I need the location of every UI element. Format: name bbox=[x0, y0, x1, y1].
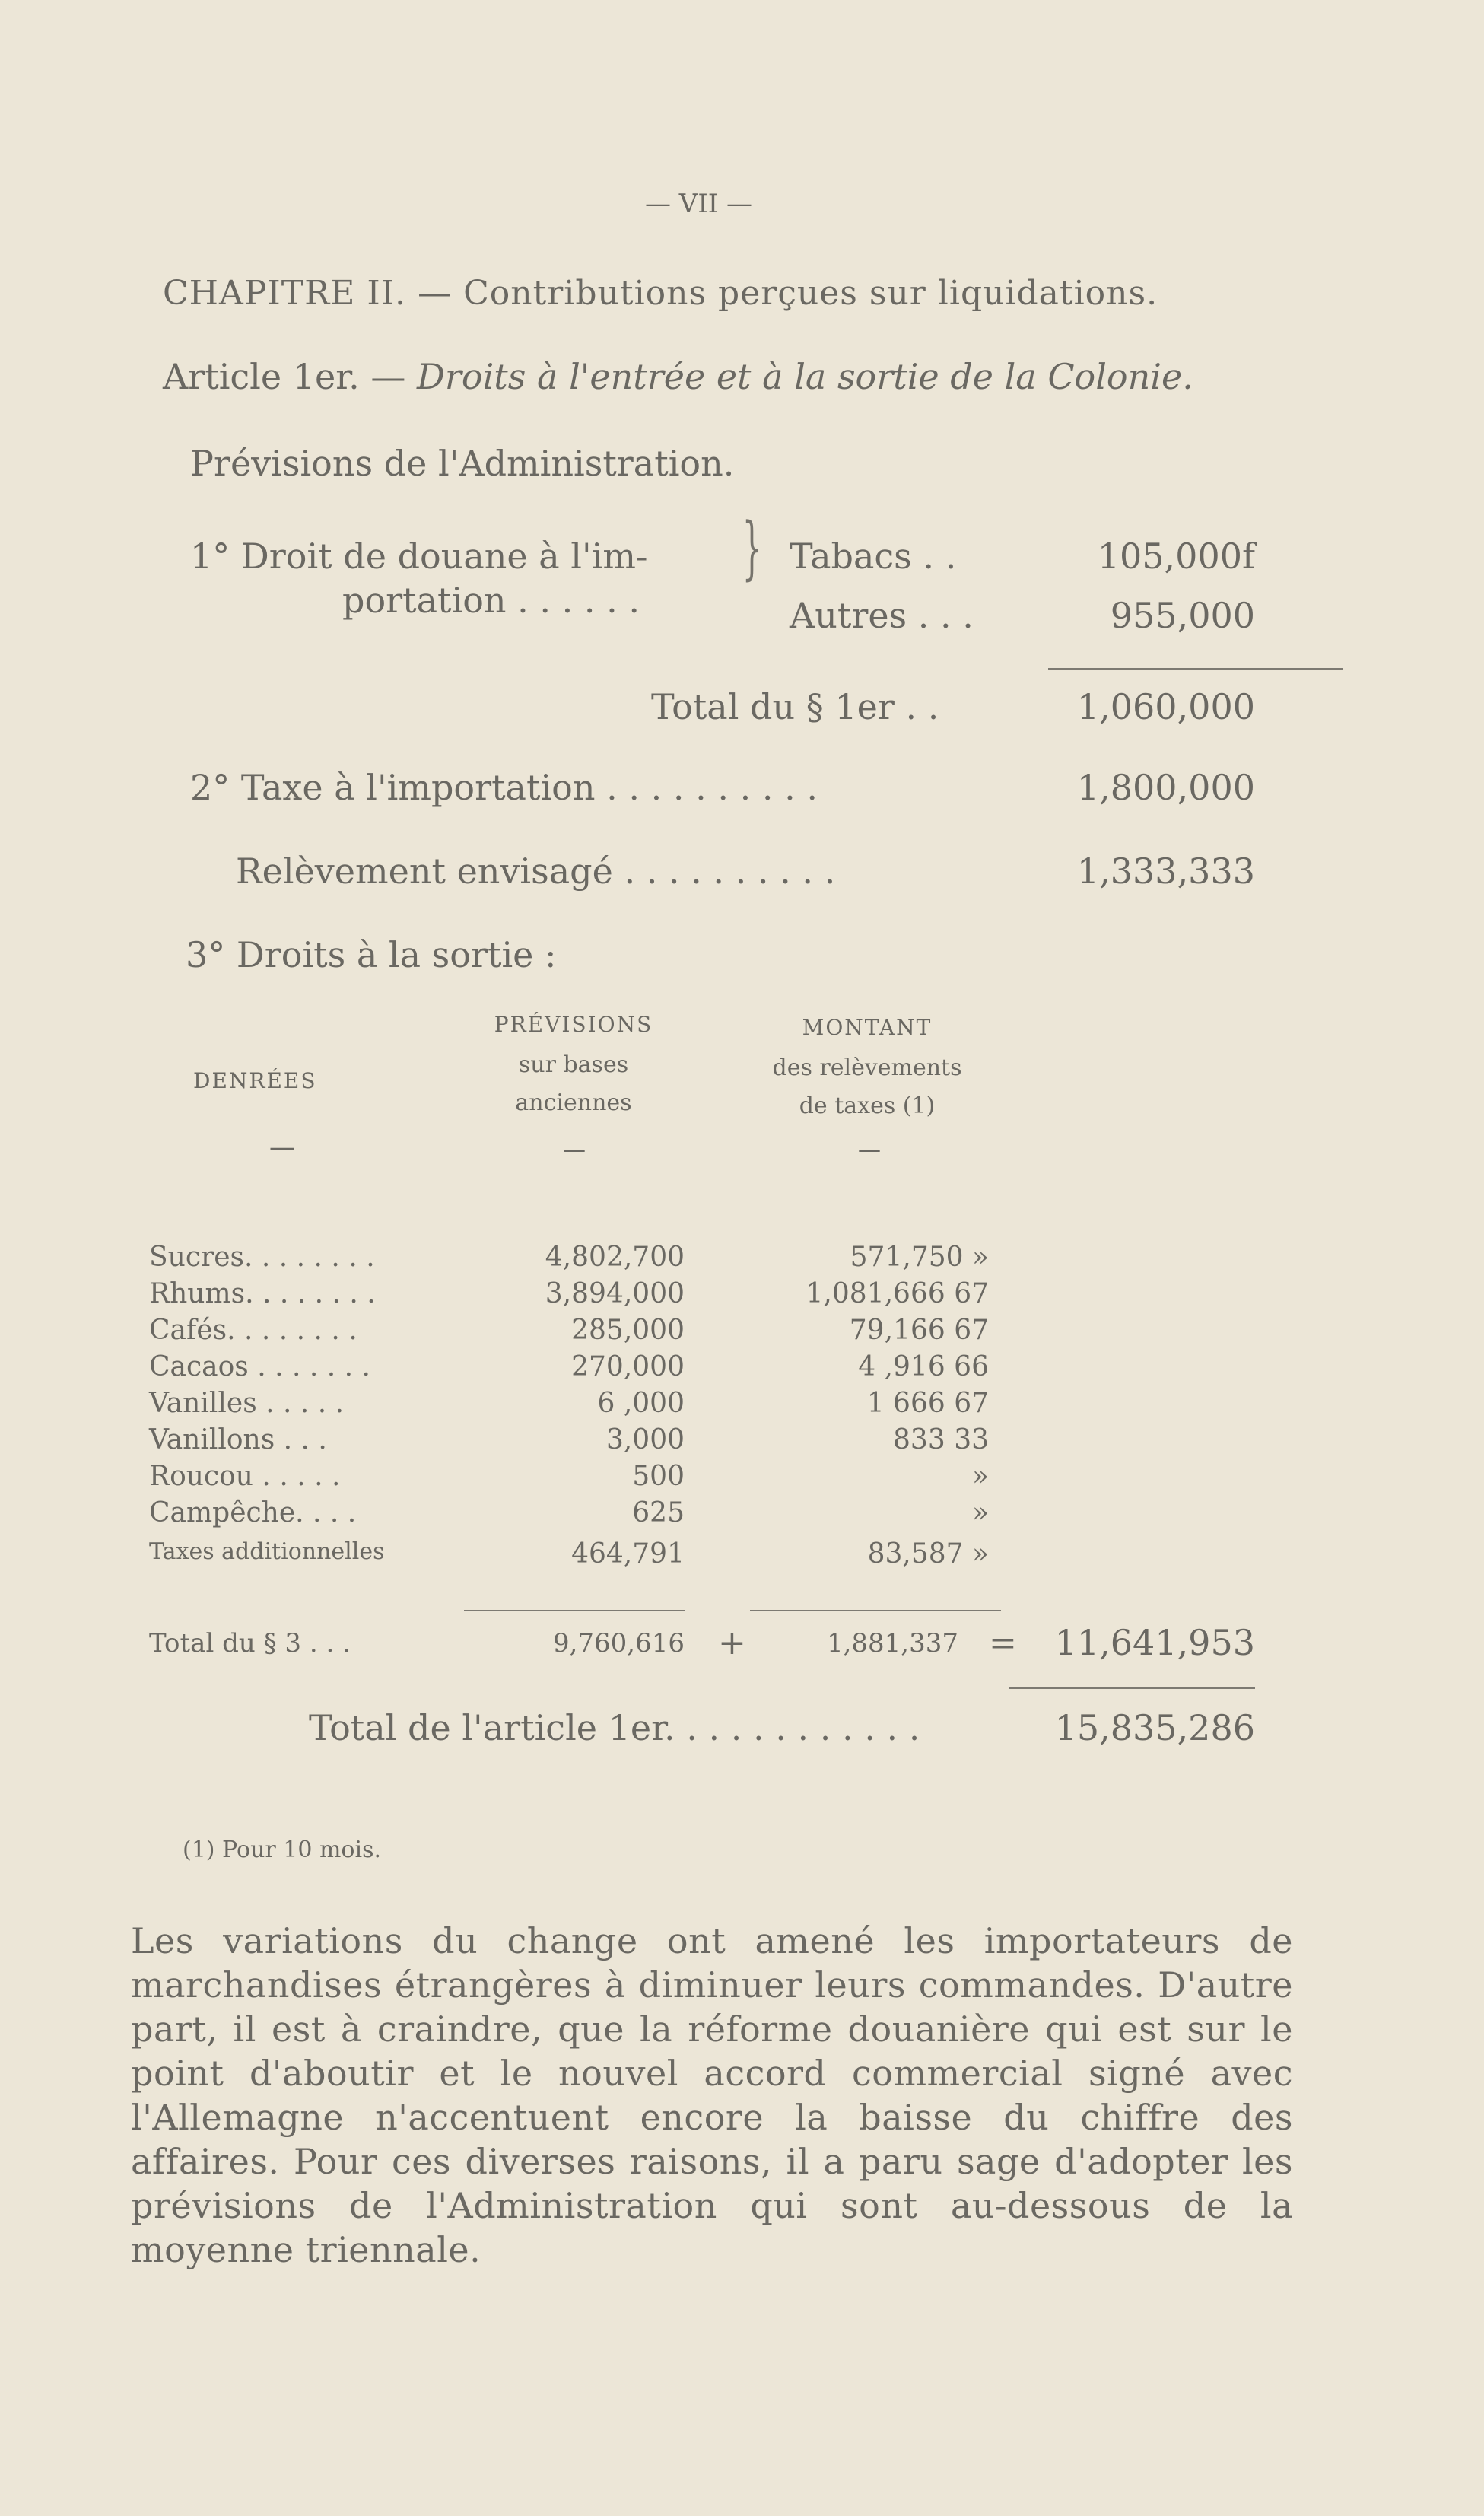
relevement-label: Relèvement envisagé . . . . . . . . . . bbox=[236, 851, 836, 892]
footnote: (1) Pour 10 mois. bbox=[183, 1837, 382, 1863]
plus-sign: + bbox=[718, 1624, 746, 1662]
col-previsions-header-l1: PRÉVISIONS bbox=[494, 1012, 653, 1037]
table-row-label: Sucres. . . . . . . . bbox=[149, 1242, 375, 1273]
table-row-montant: » bbox=[971, 1461, 989, 1492]
table-row-label: Cacaos . . . . . . . bbox=[149, 1351, 370, 1382]
item1-label-line1: 1° Droit de douane à l'im- bbox=[190, 536, 648, 577]
total-s3-label: Total du § 3 . . . bbox=[149, 1628, 351, 1659]
col-montant-dash: — bbox=[858, 1137, 881, 1163]
table-row-label: Vanillons . . . bbox=[149, 1424, 327, 1455]
table-row-previsions: 500 bbox=[632, 1461, 685, 1492]
table-row-montant: 1 666 67 bbox=[866, 1388, 989, 1419]
col-previsions-dash: — bbox=[563, 1137, 586, 1163]
table-row-montant: 4 ,916 66 bbox=[858, 1351, 989, 1382]
article-line bbox=[163, 356, 1193, 397]
total-s3-montant: 1,881,337 bbox=[826, 1628, 958, 1659]
article-label: Article 1er. — bbox=[163, 356, 406, 397]
table-row-previsions: 285,000 bbox=[571, 1315, 685, 1346]
previsions-label: Prévisions de l'Administration. bbox=[190, 443, 735, 484]
subtotal-rule bbox=[1048, 668, 1343, 670]
col-previsions-header-l2: sur bases bbox=[518, 1051, 629, 1078]
table-row-montant: 833 33 bbox=[893, 1424, 989, 1455]
table-row-previsions: 464,791 bbox=[571, 1538, 685, 1570]
page-number: — VII — bbox=[645, 189, 753, 219]
table-row-previsions: 625 bbox=[632, 1497, 685, 1528]
total-s1-label: Total du § 1er . . bbox=[651, 686, 939, 727]
item1-tabacs-label: Tabacs . . bbox=[790, 536, 957, 577]
table-row-previsions: 6 ,000 bbox=[597, 1388, 685, 1419]
table-row-label: Campêche. . . . bbox=[149, 1497, 357, 1528]
article-total-label: Total de l'article 1er. . . . . . . . . . . . bbox=[309, 1707, 920, 1748]
item1-tabacs-value: 105,000f bbox=[1097, 536, 1255, 577]
table-row-previsions: 3,000 bbox=[605, 1424, 685, 1455]
total-s3-previsions: 9,760,616 bbox=[552, 1628, 685, 1659]
montant-total-rule bbox=[750, 1610, 1001, 1611]
brace-glyph: } bbox=[742, 508, 762, 588]
table-row-label: Vanilles . . . . . bbox=[149, 1388, 345, 1419]
equals-sign: = bbox=[989, 1624, 1017, 1662]
body-paragraph: Les variations du change ont amené les importateurs de marchandises étrangères à diminuer leurs commandes. D'autre part, il est à craindre, que la réforme douanière qui est sur le point d'aboutir et le nouvel accord commercial signé avec l'Allemagne n'accentuent encore la baisse du chiffre des affaires. Pour ces diverses raisons, il a paru sage d'adopter les prévisions de l'Administration qui sont au-dessous de la moyenne triennale. bbox=[131, 1920, 1293, 2270]
total-s3-sum: 11,641,953 bbox=[1054, 1622, 1255, 1663]
item1-label-line2: portation . . . . . . bbox=[342, 580, 640, 621]
col-denrees-dash: — bbox=[269, 1132, 295, 1163]
table-row-montant: 571,750 » bbox=[850, 1242, 989, 1273]
article-title: Droits à l'entrée et à la sortie de la Colonie. bbox=[417, 356, 1193, 397]
col-montant-header-l2: des relèvements bbox=[772, 1054, 962, 1081]
col-montant-header-l3: de taxes (1) bbox=[799, 1093, 936, 1119]
item1-autres-value: 955,000 bbox=[1110, 595, 1255, 636]
table-row-montant: 1,081,666 67 bbox=[806, 1278, 989, 1309]
item2-label: 2° Taxe à l'importation . . . . . . . . . . bbox=[190, 767, 818, 808]
item3-label: 3° Droits à la sortie : bbox=[186, 934, 557, 975]
relevement-value: 1,333,333 bbox=[1076, 851, 1255, 892]
table-row-label: Taxes additionnelles bbox=[149, 1538, 385, 1565]
table-row-label: Rhums. . . . . . . . bbox=[149, 1278, 376, 1309]
table-row-montant: 83,587 » bbox=[867, 1538, 989, 1570]
item1-autres-label: Autres . . . bbox=[790, 595, 974, 636]
col-previsions-header-l3: anciennes bbox=[515, 1089, 632, 1116]
table-row-label: Cafés. . . . . . . . bbox=[149, 1315, 357, 1346]
article-total-value: 15,835,286 bbox=[1054, 1707, 1255, 1748]
item2-value: 1,800,000 bbox=[1076, 767, 1255, 808]
grand-total-rule bbox=[1009, 1687, 1255, 1689]
table-row-label: Roucou . . . . . bbox=[149, 1461, 341, 1492]
table-row-previsions: 4,802,700 bbox=[545, 1242, 685, 1273]
col-montant-header-l1: MONTANT bbox=[802, 1015, 933, 1040]
previsions-total-rule bbox=[464, 1610, 685, 1611]
total-s1-value: 1,060,000 bbox=[1076, 686, 1255, 727]
chapter-heading: CHAPITRE II. — Contributions perçues sur liquidations. bbox=[163, 274, 1158, 313]
table-row-previsions: 3,894,000 bbox=[545, 1278, 685, 1309]
table-row-montant: » bbox=[971, 1497, 989, 1528]
table-row-previsions: 270,000 bbox=[571, 1351, 685, 1382]
table-row-montant: 79,166 67 bbox=[849, 1315, 989, 1346]
col-denrees-header: DENRÉES bbox=[193, 1068, 317, 1093]
